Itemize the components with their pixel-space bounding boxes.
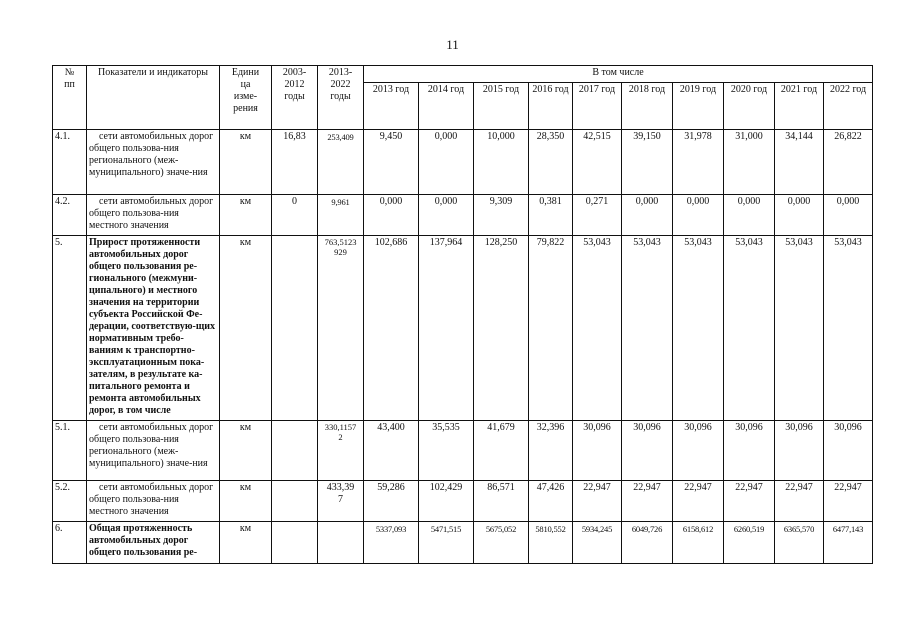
header-year: 2022 год [824, 83, 873, 130]
row-value: 39,150 [622, 130, 673, 195]
row-value: 30,096 [622, 421, 673, 481]
row-value: 137,964 [419, 236, 474, 421]
header-year: 2015 год [474, 83, 529, 130]
row-value: 0,000 [364, 195, 419, 236]
header-year: 2020 год [724, 83, 775, 130]
row-value: 0,271 [573, 195, 622, 236]
header-unit: Едини ца изме- рения [220, 66, 272, 130]
row-value: 22,947 [724, 481, 775, 522]
row-unit: км [220, 130, 272, 195]
row-number: 4.1. [53, 130, 87, 195]
row-period-2013-2022: 9,961 [318, 195, 364, 236]
page-number: 11 [446, 37, 459, 52]
row-description: сети автомобильных дорог общего пользова-ния регионального (меж-муниципального) значе-ния [87, 130, 220, 195]
header-indicator: Показатели и индикаторы [87, 66, 220, 130]
row-value: 30,096 [724, 421, 775, 481]
table-row [53, 236, 873, 421]
header-period-2013-2022: 2013- 2022 годы [318, 66, 364, 130]
row-description: Общая протяженность автомобильных дорог общего пользования ре- [87, 522, 220, 564]
row-value: 0,000 [673, 195, 724, 236]
row-value: 5675,052 [474, 522, 529, 564]
row-value: 79,822 [529, 236, 573, 421]
row-description: сети автомобильных дорог общего пользова-ния местного значения [87, 481, 220, 522]
row-value: 53,043 [573, 236, 622, 421]
header-year: 2018 год [622, 83, 673, 130]
row-value: 32,396 [529, 421, 573, 481]
row-value: 22,947 [824, 481, 873, 522]
row-number: 5.1. [53, 421, 87, 481]
table-row [53, 421, 873, 481]
row-value: 30,096 [673, 421, 724, 481]
row-period-2003-2012: 16,83 [272, 130, 318, 195]
row-value: 0,000 [419, 195, 474, 236]
indicators-table [52, 65, 873, 564]
row-value: 9,450 [364, 130, 419, 195]
row-period-2003-2012 [272, 481, 318, 522]
header-year: 2021 год [775, 83, 824, 130]
header-including: В том числе [364, 66, 873, 83]
row-value: 6260,519 [724, 522, 775, 564]
row-period-2003-2012 [272, 522, 318, 564]
row-number: 4.2. [53, 195, 87, 236]
row-period-2013-2022 [318, 522, 364, 564]
row-value: 43,400 [364, 421, 419, 481]
table-row [53, 481, 873, 522]
row-number: 5. [53, 236, 87, 421]
row-value: 35,535 [419, 421, 474, 481]
row-value: 6049,726 [622, 522, 673, 564]
row-value: 0,000 [724, 195, 775, 236]
row-value: 0,000 [622, 195, 673, 236]
row-value: 6158,612 [673, 522, 724, 564]
row-value: 59,286 [364, 481, 419, 522]
row-value: 5934,245 [573, 522, 622, 564]
row-value: 22,947 [622, 481, 673, 522]
row-value: 86,571 [474, 481, 529, 522]
row-value: 6477,143 [824, 522, 873, 564]
row-value: 26,822 [824, 130, 873, 195]
row-value: 102,686 [364, 236, 419, 421]
header-year: 2014 год [419, 83, 474, 130]
row-period-2013-2022: 253,409 [318, 130, 364, 195]
row-value: 102,429 [419, 481, 474, 522]
row-period-2003-2012 [272, 421, 318, 481]
row-value: 47,426 [529, 481, 573, 522]
row-value: 31,000 [724, 130, 775, 195]
header-year: 2017 год [573, 83, 622, 130]
row-value: 0,000 [824, 195, 873, 236]
row-value: 0,000 [419, 130, 474, 195]
row-value: 5337,093 [364, 522, 419, 564]
row-value: 53,043 [824, 236, 873, 421]
row-description: сети автомобильных дорог общего пользова-ния регионального (меж-муниципального) значе-ния [87, 421, 220, 481]
row-value: 6365,570 [775, 522, 824, 564]
row-value: 5810,552 [529, 522, 573, 564]
header-year: 2013 год [364, 83, 419, 130]
row-value: 53,043 [724, 236, 775, 421]
row-period-2013-2022: 433,39 7 [318, 481, 364, 522]
row-value: 28,350 [529, 130, 573, 195]
header-num: № пп [53, 66, 87, 130]
row-period-2013-2022: 330,1157 2 [318, 421, 364, 481]
row-unit: км [220, 522, 272, 564]
table-row [53, 195, 873, 236]
header-period-2003-2012: 2003- 2012 годы [272, 66, 318, 130]
row-value: 42,515 [573, 130, 622, 195]
row-value: 10,000 [474, 130, 529, 195]
row-value: 30,096 [775, 421, 824, 481]
header-year: 2016 год [529, 83, 573, 130]
row-unit: км [220, 481, 272, 522]
row-value: 0,381 [529, 195, 573, 236]
table-row [53, 130, 873, 195]
row-value: 41,679 [474, 421, 529, 481]
row-number: 6. [53, 522, 87, 564]
row-description: сети автомобильных дорог общего пользова-ния местного значения [87, 195, 220, 236]
row-value: 34,144 [775, 130, 824, 195]
row-value: 22,947 [775, 481, 824, 522]
row-value: 128,250 [474, 236, 529, 421]
row-value: 30,096 [573, 421, 622, 481]
row-number: 5.2. [53, 481, 87, 522]
row-value: 30,096 [824, 421, 873, 481]
row-value: 9,309 [474, 195, 529, 236]
row-unit: км [220, 195, 272, 236]
row-value: 22,947 [673, 481, 724, 522]
row-value: 0,000 [775, 195, 824, 236]
row-value: 53,043 [775, 236, 824, 421]
row-period-2013-2022: 763,5123 929 [318, 236, 364, 421]
row-value: 53,043 [673, 236, 724, 421]
row-description: Прирост протяженности автомобильных дорог общего пользования ре-гионального (межмуни-ципального) и местного значения на территории субъекта Российской Фе-дерации, соответствую-щих нормативным требо-ваниям к транспортно-эксплуатационным пока-зателям, в результате ка-питального ремонта и ремонта автомобильных дорог, в том числе [87, 236, 220, 421]
header-year: 2019 год [673, 83, 724, 130]
row-value: 31,978 [673, 130, 724, 195]
row-unit: км [220, 236, 272, 421]
row-value: 5471,515 [419, 522, 474, 564]
row-value: 53,043 [622, 236, 673, 421]
row-value: 22,947 [573, 481, 622, 522]
row-unit: км [220, 421, 272, 481]
table-row [53, 522, 873, 564]
row-period-2003-2012: 0 [272, 195, 318, 236]
row-period-2003-2012 [272, 236, 318, 421]
